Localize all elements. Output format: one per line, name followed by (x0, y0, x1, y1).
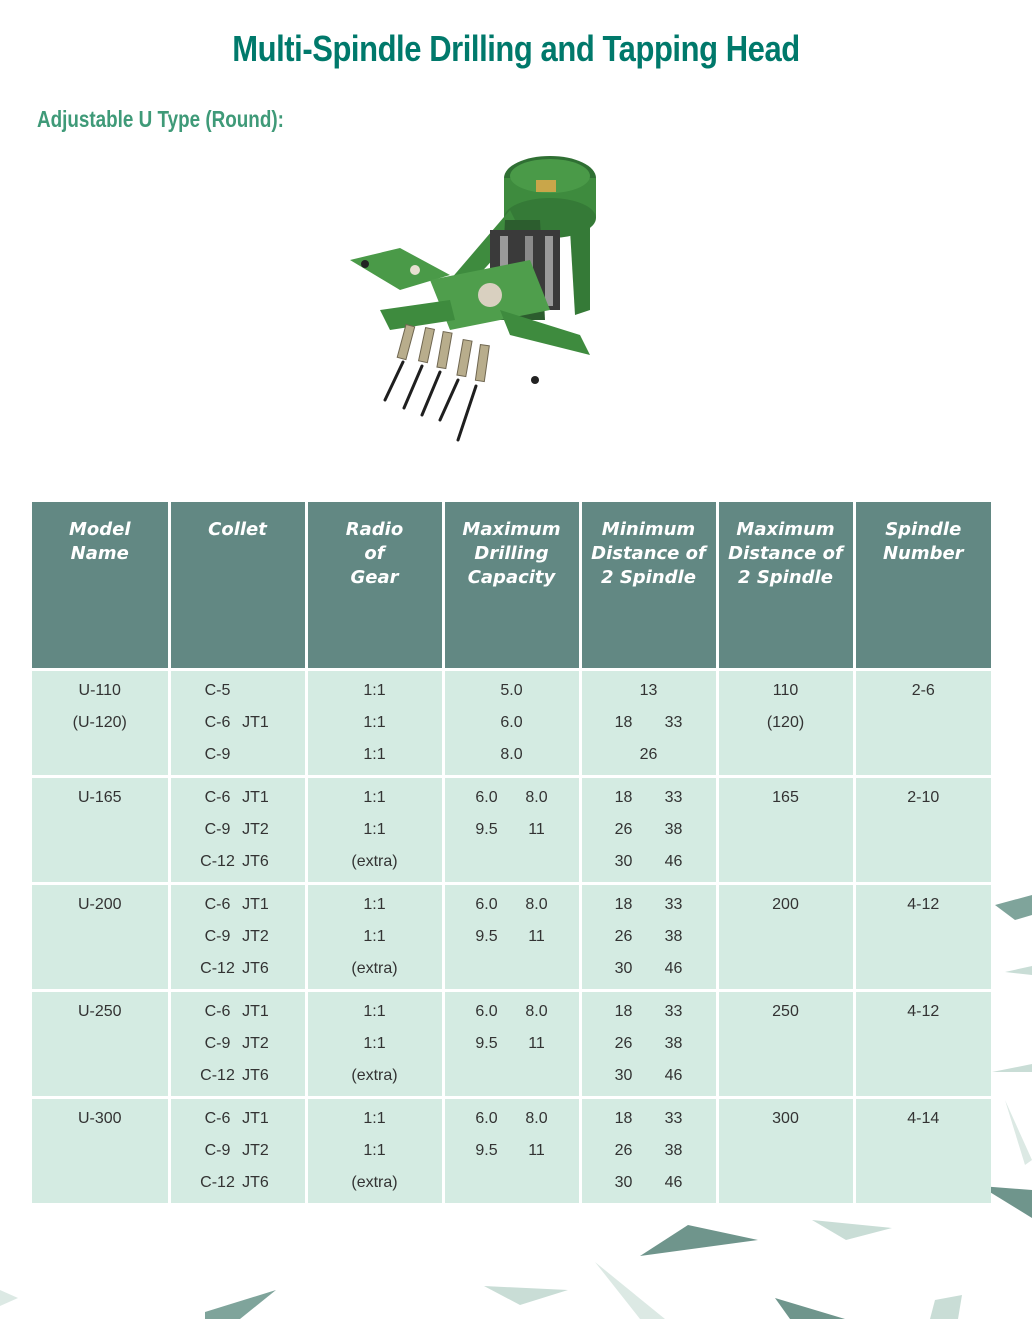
table-row (32, 1098, 991, 1204)
cell-max-distance: 250 (717, 991, 854, 1098)
section-subtitle: Adjustable U Type (Round): (37, 106, 284, 132)
cell-collet: C-6 JT1 C-9 JT2 C-12 JT6 (169, 991, 306, 1098)
table-row (32, 777, 991, 884)
cell-spindle-number: 4-14 (854, 1098, 991, 1204)
header-collet: Collet (169, 502, 306, 670)
cell-min-distance: 13 18 33 26 (580, 670, 717, 777)
cell-min-distance: 18 33 26 38 30 46 (580, 777, 717, 884)
cell-drilling: 6.0 8.0 9.5 11 (443, 777, 580, 884)
cell-max-distance: 200 (717, 884, 854, 991)
cell-drilling: 6.0 8.0 9.5 11 (443, 884, 580, 991)
table-row (32, 884, 991, 991)
cell-gear: 1:1 1:1 1:1 (306, 670, 443, 777)
cell-drilling: 6.0 8.0 9.5 11 (443, 991, 580, 1098)
cell-collet: C-6 JT1 C-9 JT2 C-12 JT6 (169, 1098, 306, 1204)
cell-model: U-200 (32, 884, 169, 991)
cell-collet: C-6 JT1 C-9 JT2 C-12 JT6 (169, 777, 306, 884)
cell-spindle-number: 2-10 (854, 777, 991, 884)
header-max-drilling-capacity: Maximum Drilling Capacity (443, 502, 580, 670)
cell-spindle-number: 4-12 (854, 991, 991, 1098)
header-max-distance: Maximum Distance of 2 Spindle (717, 502, 854, 670)
cell-spindle-number: 2-6 (854, 670, 991, 777)
cell-model: U-250 (32, 991, 169, 1098)
cell-gear: 1:1 1:1 (extra) (306, 777, 443, 884)
table-header-row (32, 502, 991, 670)
cell-max-distance: 300 (717, 1098, 854, 1204)
header-spindle-number: Spindle Number (854, 502, 991, 670)
cell-spindle-number: 4-12 (854, 884, 991, 991)
cell-min-distance: 18 33 26 38 30 46 (580, 1098, 717, 1204)
page-title: Multi-Spindle Drilling and Tapping Head (232, 28, 800, 69)
spec-table (32, 502, 991, 1203)
cell-min-distance: 18 33 26 38 30 46 (580, 884, 717, 991)
cell-gear: 1:1 1:1 (extra) (306, 991, 443, 1098)
header-radio-of-gear: Radio of Gear (306, 502, 443, 670)
table-row (32, 991, 991, 1098)
cell-max-distance: 110 (120) (717, 670, 854, 777)
cell-gear: 1:1 1:1 (extra) (306, 1098, 443, 1204)
cell-drilling: 5.0 6.0 8.0 (443, 670, 580, 777)
cell-collet: C-6 JT1 C-9 JT2 C-12 JT6 (169, 884, 306, 991)
header-min-distance: Minimum Distance of 2 Spindle (580, 502, 717, 670)
cell-model: U-110 (U-120) (32, 670, 169, 777)
cell-model: U-165 (32, 777, 169, 884)
header-model-name: Model Name (32, 502, 169, 670)
cell-min-distance: 18 33 26 38 30 46 (580, 991, 717, 1098)
cell-model: U-300 (32, 1098, 169, 1204)
cell-collet: C-5 C-6 JT1 C-9 (169, 670, 306, 777)
multi-spindle-drilling-head-photo (340, 140, 610, 450)
cell-drilling: 6.0 8.0 9.5 11 (443, 1098, 580, 1204)
table-row (32, 670, 991, 777)
cell-max-distance: 165 (717, 777, 854, 884)
cell-gear: 1:1 1:1 (extra) (306, 884, 443, 991)
